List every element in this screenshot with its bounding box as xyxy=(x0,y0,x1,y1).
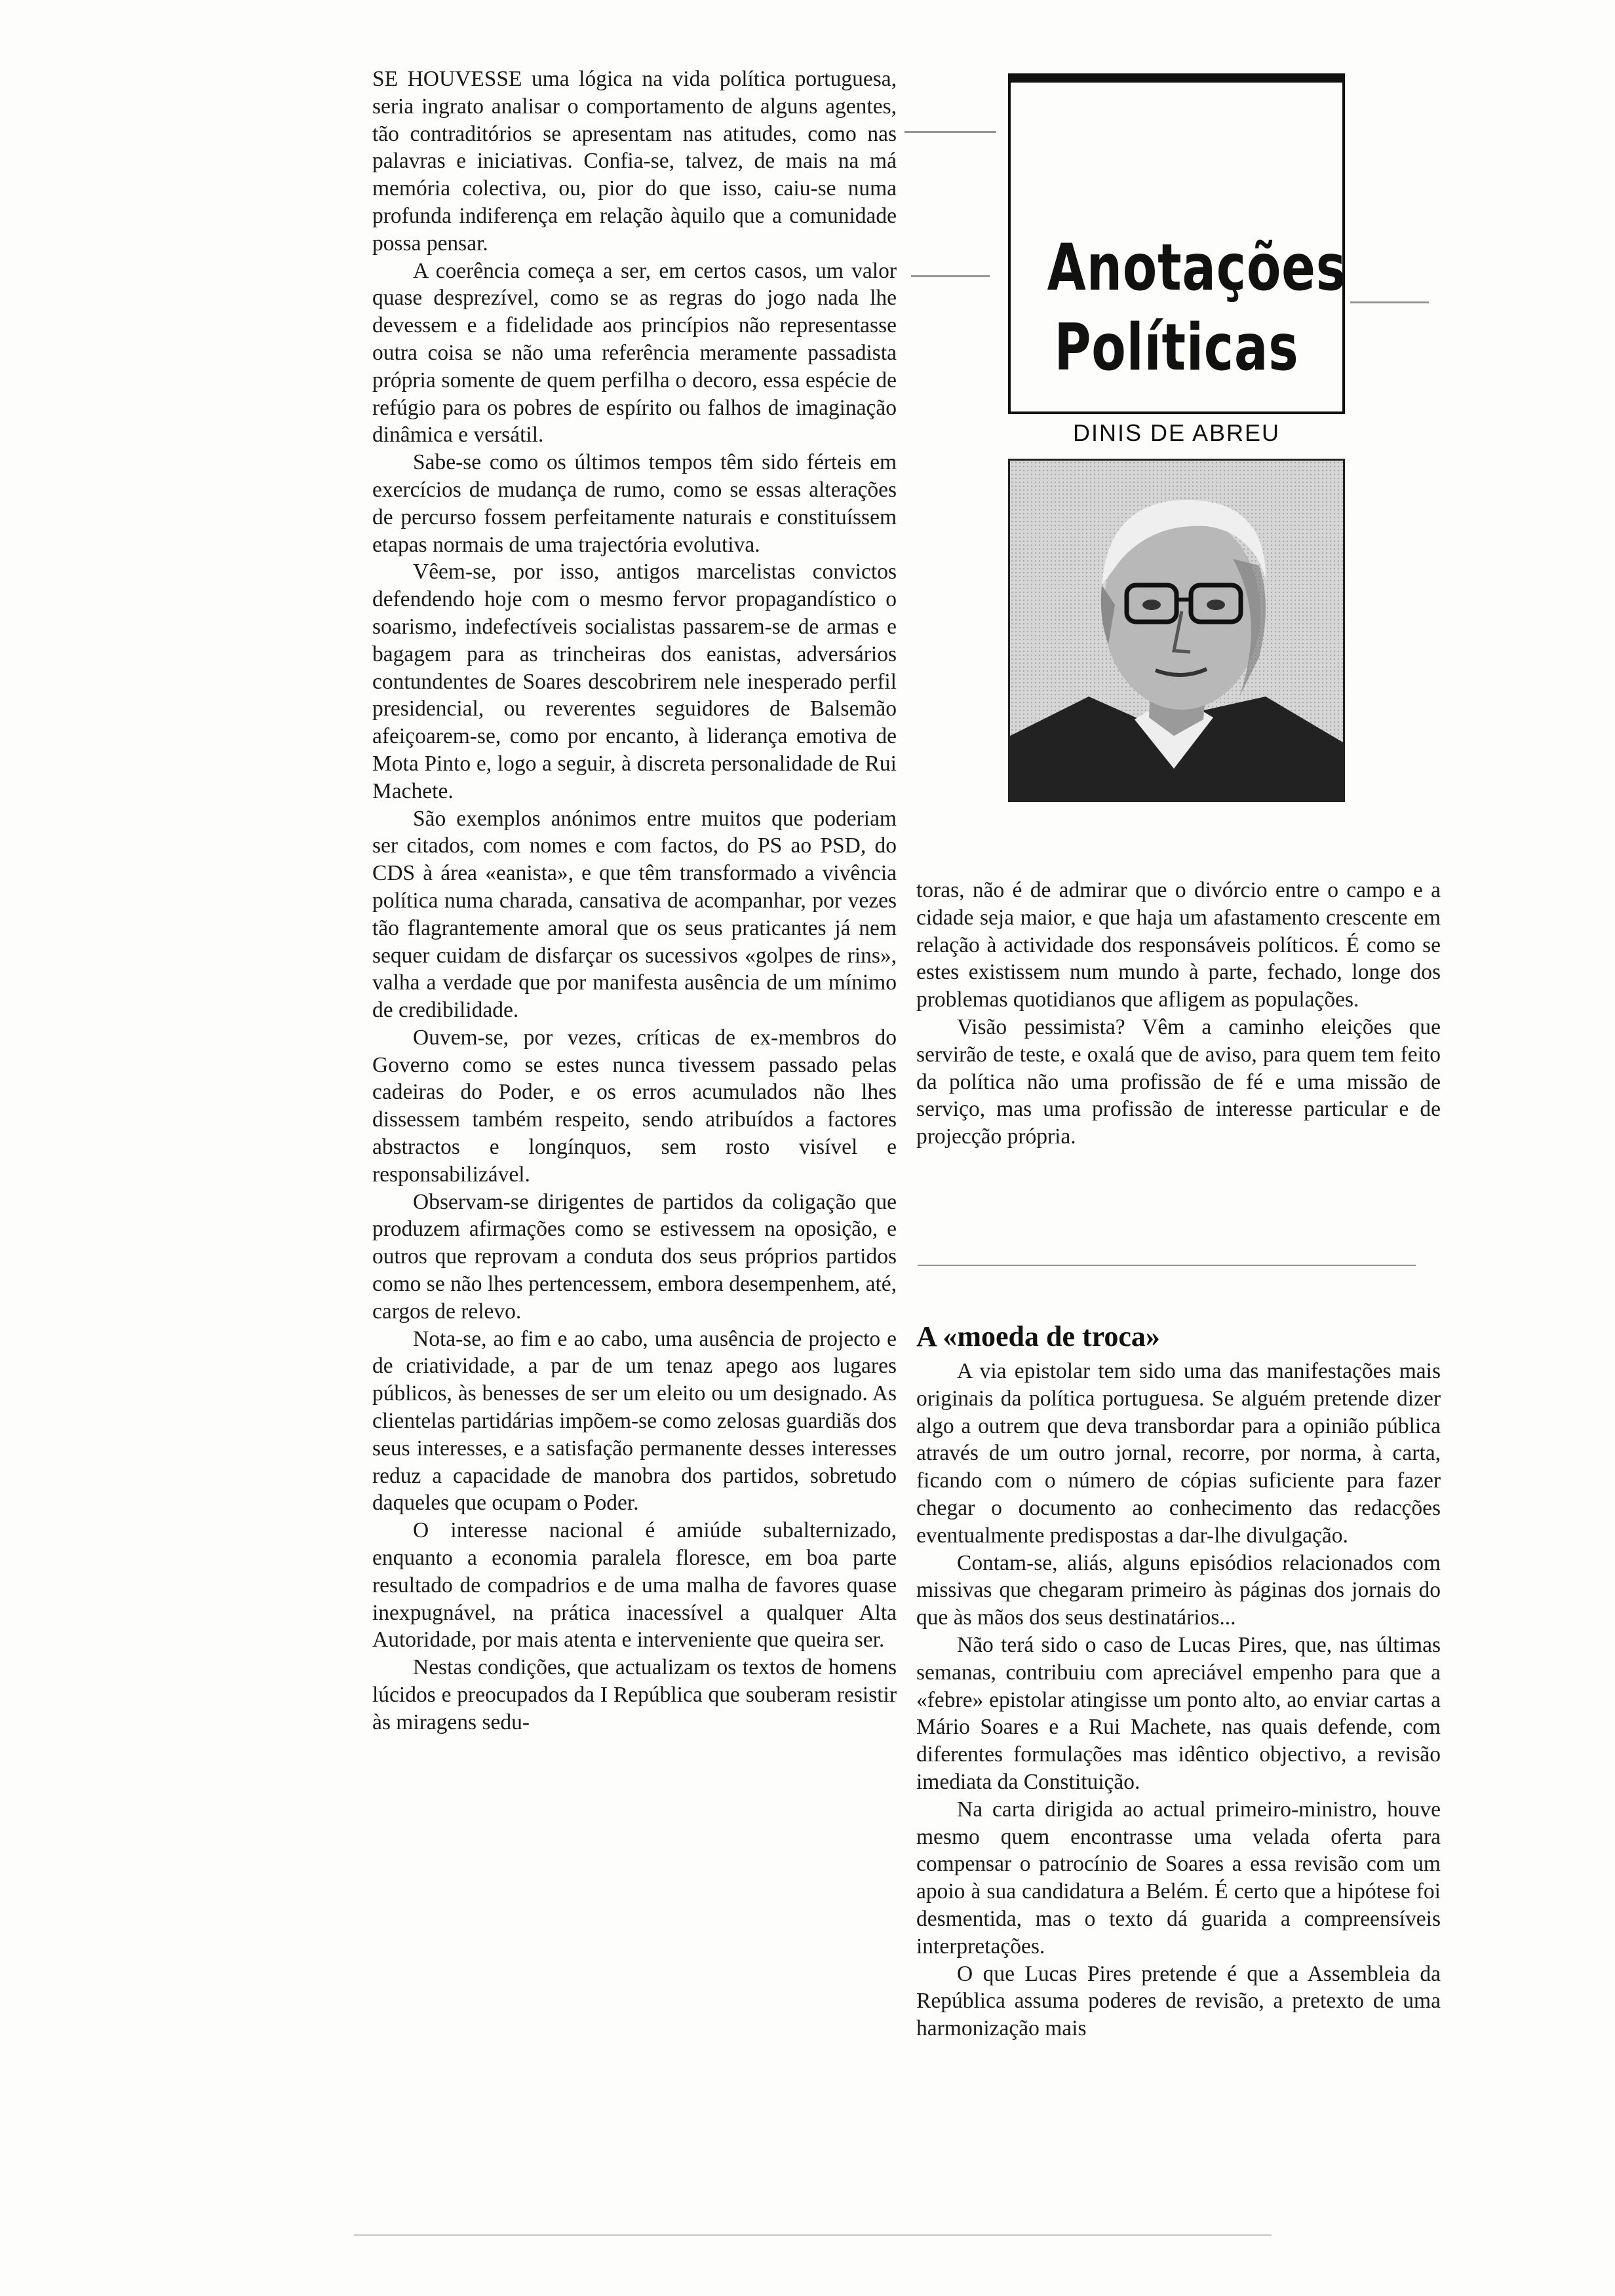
paragraph: Nestas condições, que actualizam os textos de homens lúcidos e preocupados da I República que souberam resistir às miragens sedu- xyxy=(372,1655,897,1734)
paragraph: Visão pessimista? Vêm a caminho eleições que servirão de teste, e oxalá que de aviso, para quem tem feito da política não uma profissão de fé e uma missão de serviço, mas uma profissão de interesse particular e de projecção própria. xyxy=(916,1014,1441,1149)
scan-noise xyxy=(905,131,996,133)
paragraph: toras, não é de admirar que o divórcio entre o campo e a cidade seja maior, e que haja um afastamento crescente em relação à actividade dos responsáveis políticos. É como se estes existissem num mundo à parte, fechado, longe dos problemas quotidianos que afligem as populações. xyxy=(916,878,1441,1012)
paragraph: O interesse nacional é amiúde subalternizado, enquanto a economia paralela floresce, em boa parte resultado de compadrios e de uma malha de favores quase inexpugnável, na prática inacessível a qualquer Alta Autoridade, por mais atenta e interveniente que queira ser. xyxy=(372,1518,897,1653)
column-title-line-1: Anotações xyxy=(1047,231,1347,305)
paragraph: Nota-se, ao fim e ao cabo, uma ausência de projecto e de criatividade, a par de um tenaz apego aos lugares públicos, às benesses de ser um eleito ou um designado. As clientelas partidárias impõem-se como zelosas guardiãs dos seus interesses, e a satisfação permanente desses interesses reduz a capacidade de manobra dos partidos, sobretudo daqueles que ocupam o Poder. xyxy=(372,1326,897,1516)
paragraph: São exemplos anónimos entre muitos que poderiam ser citados, com nomes e com factos, do PS ao PSD, do CDS à área «eanista», e que têm transformado a vivência política numa charada, cansativa de acompanhar, por vezes tão flagrantemente amoral que os seus praticantes já nem sequer cuidam de disfarçar os sucessivos «golpes de rins», valha a verdade que por manifesta ausência de um mínimo de credibilidade. xyxy=(372,806,897,1023)
article-left-column xyxy=(372,66,897,1736)
paragraph: Contam-se, aliás, alguns episódios relacionados com missivas que chegaram primeiro às páginas dos jornais do que às mãos dos seus destinatários... xyxy=(916,1550,1441,1630)
author-photo xyxy=(1008,459,1345,802)
paragraph: SE HOUVESSE uma lógica na vida política portuguesa, seria ingrato analisar o comportamento de alguns agentes, tão contraditórios se apresentam nas atitudes, como nas palavras e iniciativas. Confia-se, talvez, de mais na má memória colectiva, ou, pior do que isso, caiu-se numa profunda indiferença em relação àquilo que a comunidade possa pensar. xyxy=(372,67,897,256)
paragraph: A via epistolar tem sido uma das manifestações mais originais da política portuguesa. Se alguém pretende dizer algo a outrem que deva transbordar para a opinião pública através de um outro jornal, recorre, por norma, à carta, ficando com o número de cópias suficiente para fazer chegar o documento ao conhecimento das redacções eventualmente predispostas a dar-lhe divulgação. xyxy=(916,1359,1441,1548)
scan-noise xyxy=(1350,301,1429,303)
paragraph: Ouvem-se, por vezes, críticas de ex-membros do Governo como se estes nunca tivessem passado pelas cadeiras do Poder, e os erros acumulados não lhes dissessem também respeito, sendo atribuídos a factores abstractos e longínquos, sem rosto visível e responsabilizável. xyxy=(372,1025,897,1187)
author-portrait-image xyxy=(1010,461,1343,800)
section-subheading: A «moeda de troca» xyxy=(916,1320,1160,1352)
paragraph: Observam-se dirigentes de partidos da coligação que produzem afirmações como se estivessem na oposição, e outros que reprovam a conduta dos seus próprios partidos como se não lhes pertencessem, embora desempenhem, até, cargos de relevo. xyxy=(372,1189,897,1324)
article-right-column-bottom xyxy=(916,1318,1441,2042)
scan-noise xyxy=(918,1265,1416,1266)
author-byline: DINIS DE ABREU xyxy=(1072,419,1281,446)
article-right-column-top xyxy=(916,877,1441,1151)
paragraph: Sabe-se como os últimos tempos têm sido férteis em exercícios de mudança de rumo, como se essas alterações de percurso fossem perfeitamente naturais e constituíssem etapas normais de uma trajectória evolutiva. xyxy=(372,450,897,557)
column-title-line-2: Políticas xyxy=(1054,311,1299,385)
paragraph: O que Lucas Pires pretende é que a Assembleia da República assuma poderes de revisão, a pretexto de uma harmonização mais xyxy=(916,1961,1441,2041)
paragraph: Na carta dirigida ao actual primeiro-ministro, houve mesmo quem encontrasse uma velada oferta para compensar o patrocínio de Soares a essa revisão com um apoio à sua candidatura a Belém. É certo que a hipótese foi desmentida, mas o texto dá guarida a compreensíveis interpretações. xyxy=(916,1797,1441,1959)
paragraph: Não terá sido o caso de Lucas Pires, que, nas últimas semanas, contribuiu com apreciável empenho para que a «febre» epistolar atingisse um ponto alto, ao enviar cartas a Mário Soares e a Rui Machete, nas quais defende, com diferentes formulações mas idêntico objectivo, a revisão imediata da Constituição. xyxy=(916,1632,1441,1794)
paragraph: Vêem-se, por isso, antigos marcelistas convictos defendendo hoje com o mesmo fervor propagandístico o soarismo, indefectíveis socialistas passarem-se de armas e bagagem para as trincheiras dos eanistas, adversários contundentes de Soares descobrirem nele inesperado perfil presidencial, ou reverentes seguidores de Balsemão afeiçoarem-se, como por encanto, à liderança emotiva de Mota Pinto e, logo a seguir, à discreta personalidade de Rui Machete. xyxy=(372,560,897,803)
scan-noise xyxy=(354,2234,1272,2236)
column-title-box xyxy=(1008,73,1345,414)
scan-noise xyxy=(911,275,990,277)
paragraph: A coerência começa a ser, em certos casos, um valor quase desprezível, como se as regras do jogo nada lhe devessem e a fidelidade aos princípios não representasse outra coisa se não uma referência meramente passadista própria somente de quem perfilha o decoro, essa espécie de refúgio para os pobres de espírito ou falhos de imaginação dinâmica e versátil. xyxy=(372,258,897,448)
